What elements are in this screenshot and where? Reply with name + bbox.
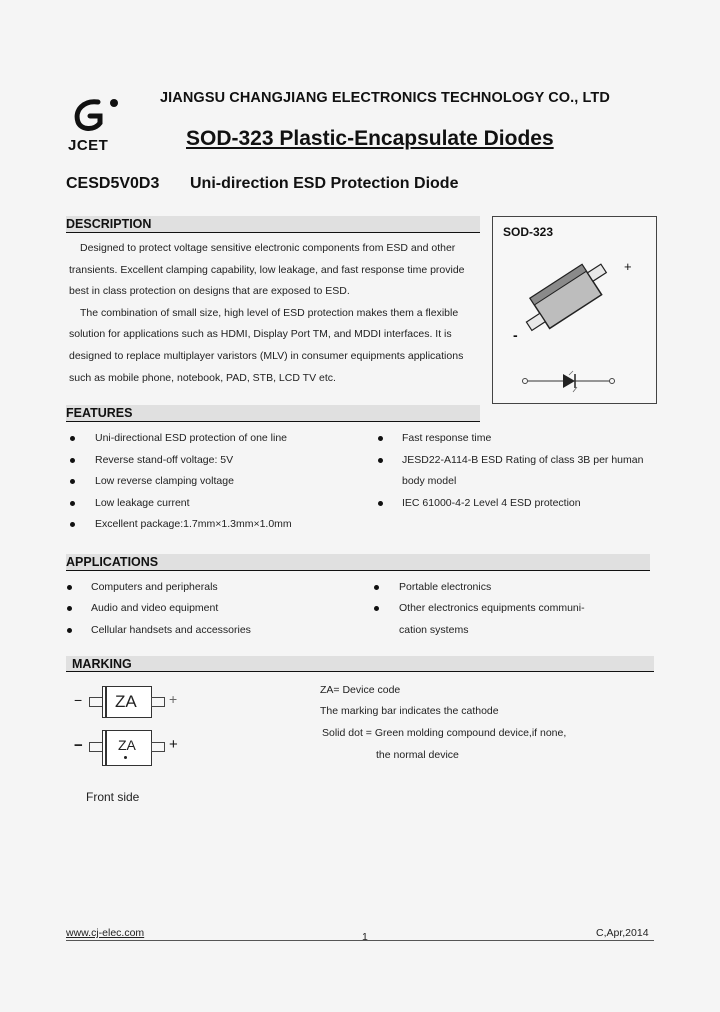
package-label: SOD-323 — [503, 225, 554, 239]
bullet-icon — [378, 436, 383, 441]
feature-item: Uni-directional ESD protection of one line — [95, 432, 288, 444]
company-name: JIANGSU CHANGJIANG ELECTRONICS TECHNOLOGY CO., LTD — [160, 90, 610, 106]
description-line: designed to replace multiplayer varistors (MLV) in consumer equipments applications — [69, 350, 464, 362]
lead-right — [151, 742, 165, 752]
feature-item-continued: body model — [402, 475, 457, 487]
footer-rule — [66, 940, 654, 941]
feature-item: Reverse stand-off voltage: 5V — [95, 454, 234, 466]
marking-note: Solid dot = Green molding compound device,if none, — [322, 727, 567, 739]
page-number: 1 — [362, 931, 368, 943]
feature-item: Excellent package:1.7mm×1.3mm×1.0mm — [95, 518, 292, 530]
applications-heading-label: APPLICATIONS — [66, 555, 159, 569]
lead-right — [151, 697, 165, 707]
part-number: CESD5V0D3 — [66, 175, 160, 192]
device-body — [102, 686, 152, 718]
features-heading-label: FEATURES — [66, 406, 133, 420]
front-side-label: Front side — [86, 790, 140, 804]
cathode-bar — [105, 731, 107, 765]
description-line: The combination of small size, high level of ESD protection makes them a flexible — [80, 307, 459, 319]
bullet-icon — [70, 458, 75, 463]
bullet-icon — [70, 522, 75, 527]
minus-sign: − — [74, 692, 83, 708]
application-item: Portable electronics — [399, 581, 492, 593]
solid-dot-icon — [124, 756, 127, 759]
feature-item: Fast response time — [402, 432, 492, 444]
marking-heading-label: MARKING — [72, 657, 132, 671]
plus-sign: + — [169, 736, 178, 753]
marking-code: ZA — [115, 692, 137, 711]
description-line: Designed to protect voltage sensitive electronic components from ESD and other — [80, 242, 456, 254]
marking-diagram-green — [72, 729, 182, 767]
application-item: Cellular handsets and accessories — [91, 624, 251, 636]
lead-left — [89, 697, 103, 707]
bullet-icon — [374, 606, 379, 611]
application-item-continued: cation systems — [399, 624, 469, 636]
logo-text: JCET — [68, 137, 109, 154]
description-line: solution for applications such as HDMI, Display Port TM, and MDDI interfaces. It is — [69, 328, 452, 340]
package-figure — [492, 216, 657, 404]
features-heading — [66, 405, 480, 422]
footer-website[interactable]: www.cj-elec.com — [66, 927, 145, 939]
application-item: Computers and peripherals — [91, 581, 218, 593]
lead-left — [89, 742, 103, 752]
feature-item: JESD22-A114-B ESD Rating of class 3B per human — [402, 454, 644, 466]
description-heading-label: DESCRIPTION — [66, 217, 152, 231]
minus-sign: − — [74, 737, 83, 754]
bullet-icon — [378, 458, 383, 463]
bullet-icon — [70, 436, 75, 441]
application-item: Audio and video equipment — [91, 602, 219, 614]
marking-diagram-normal — [72, 684, 182, 720]
description-heading — [66, 216, 480, 233]
device-body — [102, 730, 152, 766]
marking-heading — [66, 656, 654, 672]
feature-item: Low leakage current — [95, 497, 190, 509]
bullet-icon — [67, 628, 72, 633]
bullet-icon — [70, 479, 75, 484]
marking-note: ZA= Device code — [320, 684, 401, 696]
description-line: best in class protection on designs that are exposed to ESD. — [69, 285, 350, 297]
part-description: Uni-direction ESD Protection Diode — [190, 175, 459, 192]
footer-date: C,Apr,2014 — [596, 927, 649, 939]
applications-heading — [66, 554, 650, 571]
cathode-bar — [105, 687, 107, 717]
bullet-icon — [67, 585, 72, 590]
bullet-icon — [374, 585, 379, 590]
logo-mark-icon — [68, 96, 124, 136]
plus-sign: + — [169, 691, 178, 707]
marking-code: ZA — [118, 737, 136, 753]
feature-item: IEC 61000-4-2 Level 4 ESD protection — [402, 497, 581, 509]
bullet-icon — [70, 501, 75, 506]
package-plus-label: + — [624, 259, 632, 274]
jcet-logo — [68, 96, 124, 136]
application-item: Other electronics equipments communi- — [399, 602, 585, 614]
marking-note: The marking bar indicates the cathode — [320, 705, 499, 717]
package-minus-label: - — [513, 327, 518, 343]
bullet-icon — [378, 501, 383, 506]
feature-item: Low reverse clamping voltage — [95, 475, 234, 487]
bullet-icon — [67, 606, 72, 611]
description-line: such as mobile phone, notebook, PAD, STB, LCD TV etc. — [69, 372, 336, 384]
description-line: transients. Excellent clamping capability, low leakage, and fast response time provide — [69, 264, 465, 276]
doc-title: SOD-323 Plastic-Encapsulate Diodes — [186, 127, 554, 150]
marking-note: the normal device — [376, 749, 459, 761]
diode-symbol-icon — [493, 217, 656, 403]
